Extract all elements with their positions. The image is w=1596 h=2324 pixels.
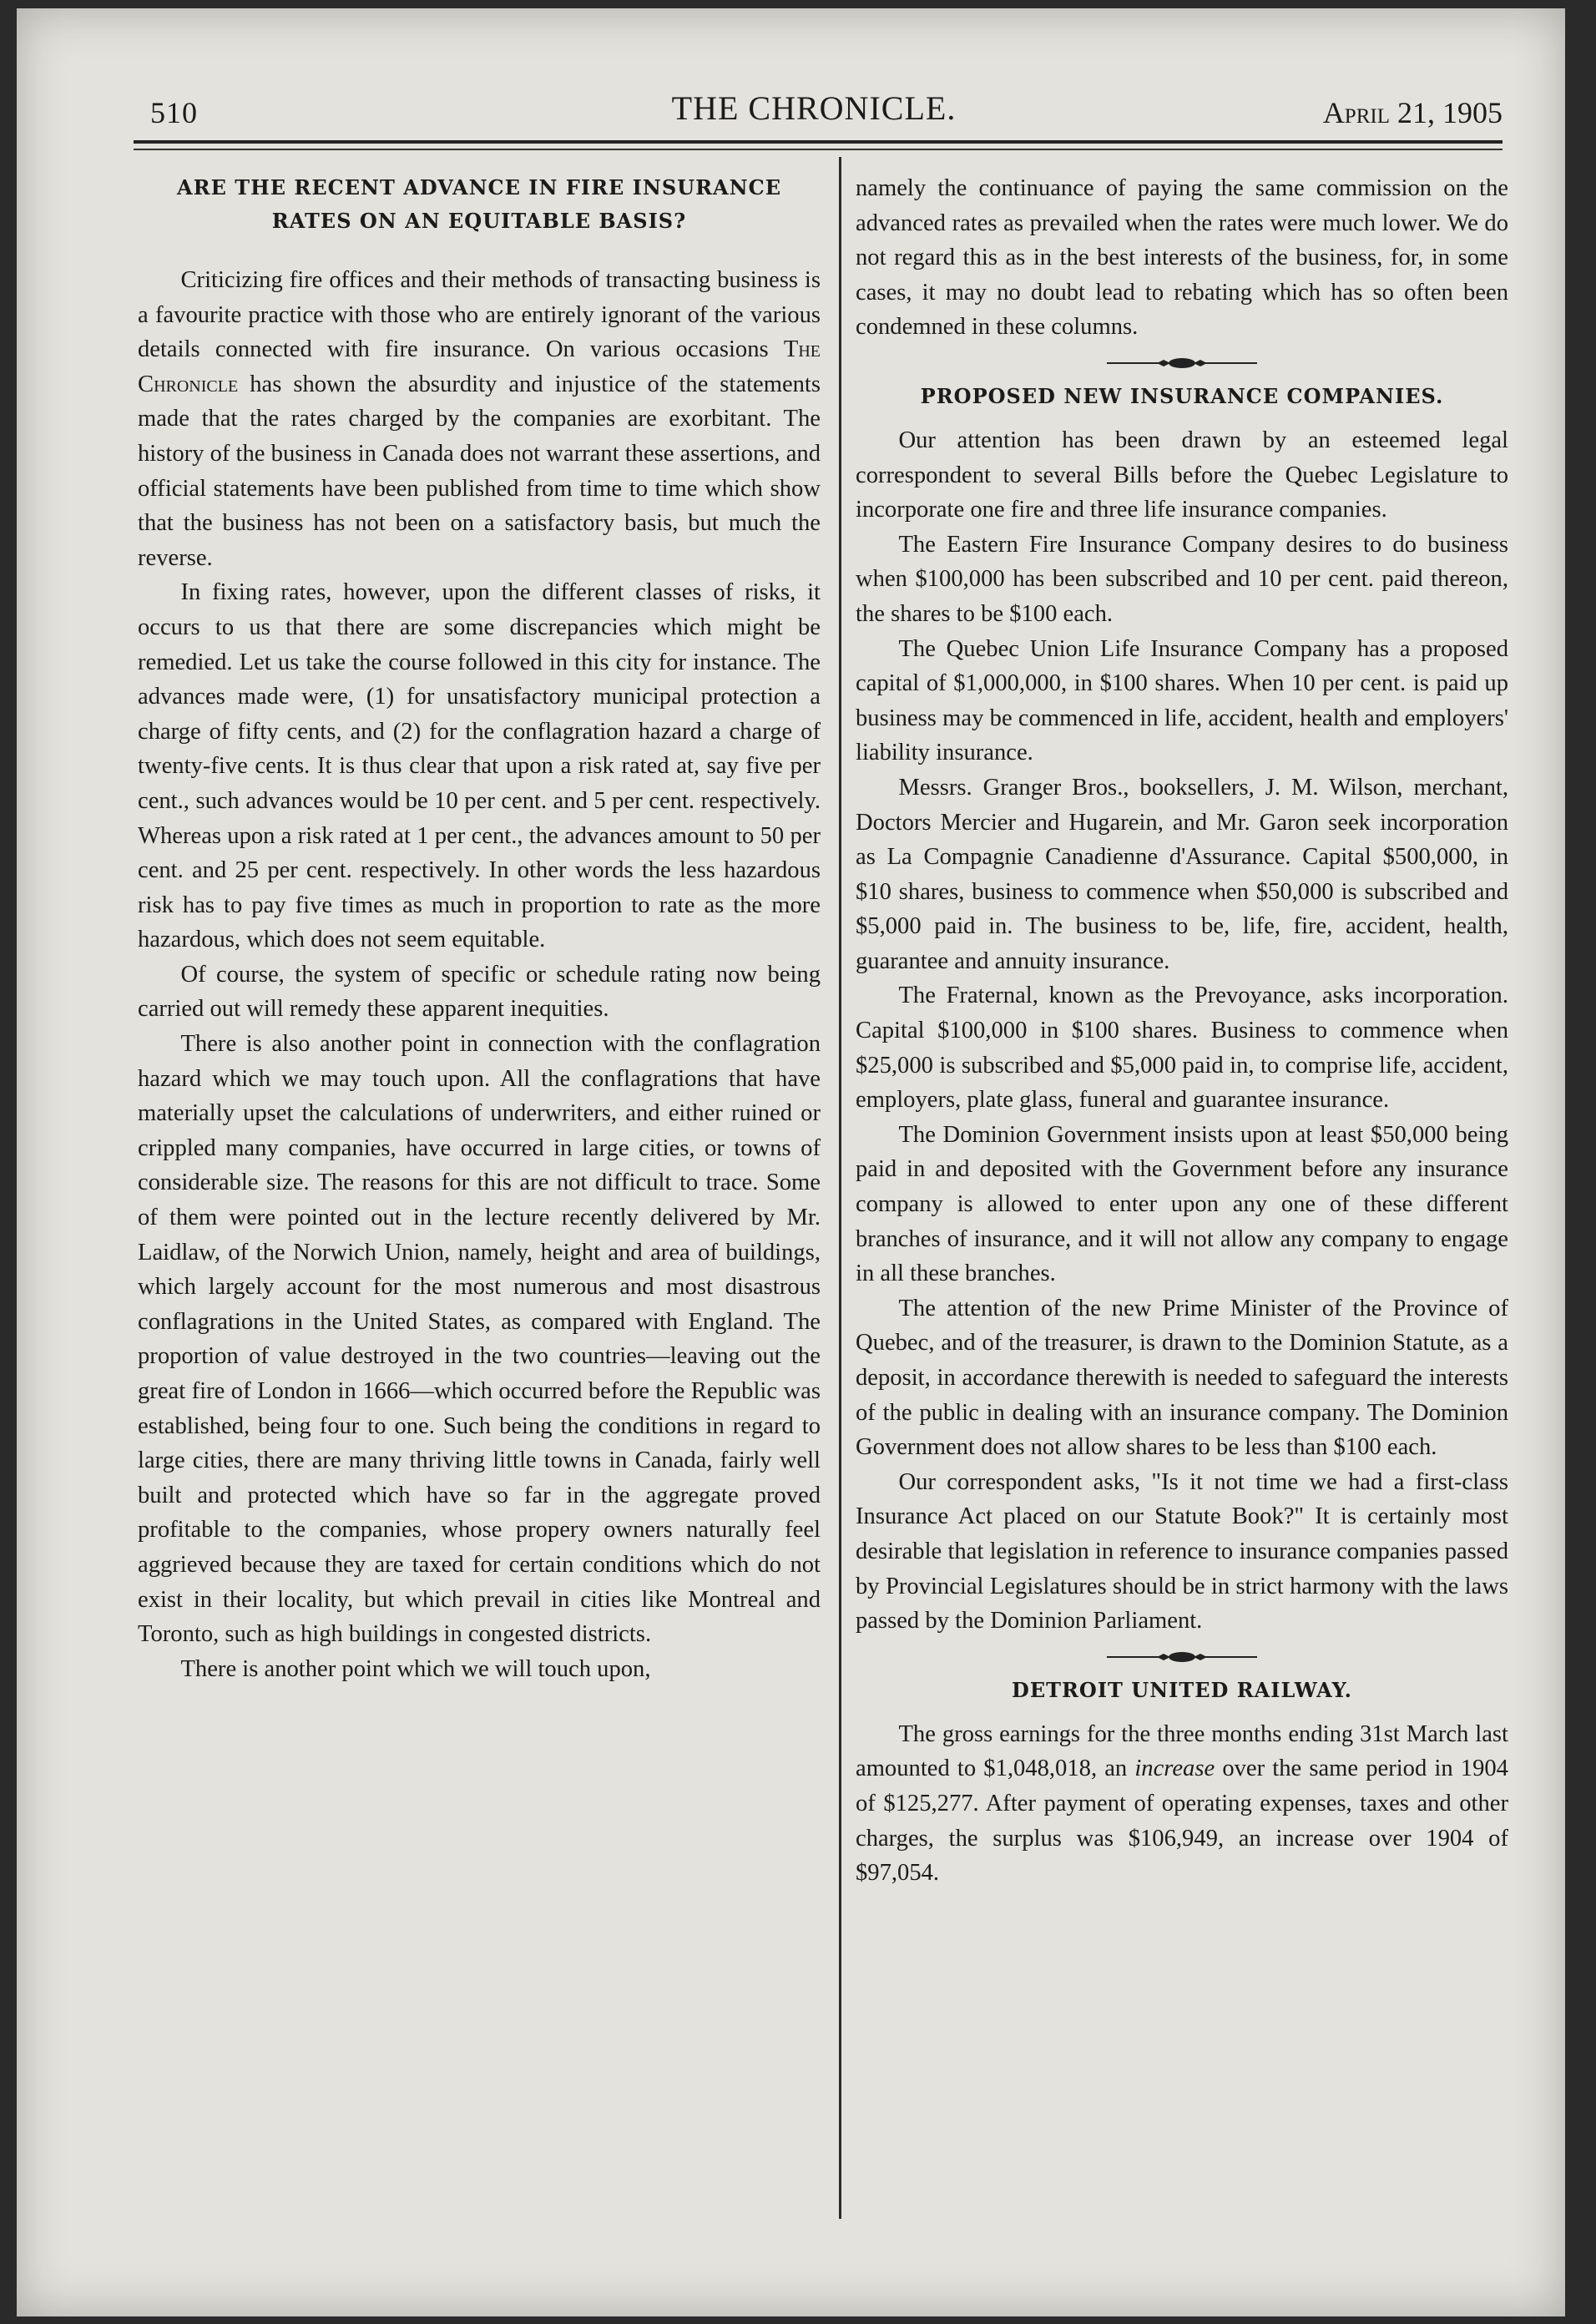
article-heading-fire-rates: ARE THE RECENT ADVANCE IN FIRE INSURANCE RATES ON AN EQUITABLE BASIS?: [177, 175, 781, 233]
page-number: 510: [150, 96, 198, 129]
ornament-divider: [856, 350, 1508, 376]
paragraph: In fixing rates, however, upon the different classes of risks, it occurs to us that there are some discrepancies which might be remedied. Let us take the course followed in this city for instance. The advances made were, (1) for unsatisfactory municipal protection a charge of fifty cents, and (2) for the conflagration hazard a charge of twenty-five cents. It is thus clear that upon a risk rated at, say five per cent., such advances would be 10 per cent. and 5 per cent. respectively. Whereas upon a risk rated at 1 per cent., the advances amount to 50 per cent. and 25 per cent. respectively. In other words the less hazardous risk has to pay five times as much in proportion to rate as the more hazardous, which does not seem equitable.: [138, 579, 821, 953]
paragraph: The attention of the new Prime Minister of the Province of Quebec, and of the treasurer, is drawn to the Dominion Statute, as a deposit, in accordance therewith is needed to safeguard the interests of the public in dealing with an insurance company. The Dominion Government does not allow shares to be less than $100 each.: [856, 1295, 1508, 1461]
paragraph: Our attention has been drawn by an esteemed legal correspondent to several Bills before the Quebec Legislature to incorporate one fire and three life insurance companies.: [856, 427, 1508, 523]
masthead-title: THE CHRONICLE.: [671, 89, 957, 127]
article-heading-new-companies: PROPOSED NEW INSURANCE COMPANIES.: [920, 383, 1444, 408]
issue-date: April 21, 1905: [1322, 96, 1503, 129]
right-column: [856, 171, 1508, 1891]
column-divider: [839, 157, 841, 2219]
chronicle-name: The Chronicle: [138, 336, 821, 397]
ornament-divider: [856, 1644, 1508, 1670]
paragraph: Our correspondent asks, "Is it not time we had a first-class Insurance Act placed on our Statute Book?" It is certainly most desirable that legislation in reference to insurance companies passed by Provincial Legislatures should be in strict harmony with the laws passed by the Dominion Parliament.: [856, 1468, 1508, 1634]
paragraph: Criticizing fire offices and their methods of transacting business is a favourite practice with those who are entirely ignorant of the various details connected with fire insurance. On various occasions The Chronicle has shown the absurdity and injustice of the statements made that the rates charged by the companies are exorbitant. The history of the business in Canada does not warrant these assertions, and official statements have been published from time to time which show that the business has not been on a satisfactory basis, but much the reverse.: [138, 267, 821, 571]
ornament-icon: [1107, 1651, 1257, 1663]
page-header: [125, 83, 1503, 134]
paragraph: The Eastern Fire Insurance Company desires to do business when $100,000 has been subscribed and 10 per cent. paid thereon, the shares to be $100 each.: [856, 531, 1508, 627]
paragraph: The Dominion Government insists upon at least $50,000 being paid in and deposited with the Government before any insurance company is allowed to enter upon any one of these different branches of insurance, and it will not allow any company to engage in all these branches.: [856, 1121, 1508, 1287]
left-column: [138, 171, 821, 1686]
paragraph: Messrs. Granger Bros., booksellers, J. M. Wilson, merchant, Doctors Mercier and Hugarein, and Mr. Garon seek incorporation as La Compagnie Canadienne d'Assurance. Capital $500,000, in $10 shares, business to commence when $50,000 is subscribed and $5,000 paid in. The business to be, life, fire, accident, health, guarantee and annuity insurance.: [856, 774, 1508, 974]
header-rule-thick: [134, 140, 1503, 144]
paragraph: The Quebec Union Life Insurance Company has a proposed capital of $1,000,000, in $100 shares. When 10 per cent. is paid up business may be commenced in life, accident, health and employers' liability insurance.: [856, 635, 1508, 766]
header-rule-thin: [134, 149, 1503, 150]
paragraph: The gross earnings for the three months ending 31st March last amounted to $1,048,018, an increase over the same period in 1904 of $125,277. After payment of operating expenses, taxes and other charges, the surplus was $106,949, an increase over 1904 of $97,054.: [856, 1720, 1508, 1887]
article-heading-detroit-railway: DETROIT UNITED RAILWAY.: [1012, 1677, 1352, 1702]
continuation-paragraph: namely the continuance of paying the same commission on the advanced rates as prevailed when the rates were much lower. We do not regard this as in the best interests of the business, for, in some cases, it may no doubt lead to rebating which has so often been condemned in these columns.: [856, 175, 1508, 341]
italic-word: increase: [1134, 1756, 1215, 1782]
paragraph: There is another point which we will touch upon,: [180, 1655, 651, 1682]
paragraph: There is also another point in connection with the conflagration hazard which we may touch upon. All the conflagrations that have materially upset the calculations of underwriters, and either ruined or crippled many companies, have occurred in large cities, or towns of considerable size. The reasons for this are not difficult to trace. Some of them were pointed out in the lecture recently delivered by Mr. Laidlaw, of the Norwich Union, namely, height and area of buildings, which largely account for the most numerous and most disastrous conflagrations in the United States, as compared with England. The proportion of value destroyed in the two countries—leaving out the great fire of London in 1666—which occurred before the Republic was established, being four to one. Such being the conditions in regard to large cities, there are many thriving little towns in Canada, fairly well built and protected which have so far in the aggregate proved profitable to the companies, whose propery owners naturally feel aggrieved because they are taxed for certain conditions which do not exist in their locality, but which prevail in cities like Montreal and Toronto, such as high buildings in congested districts.: [138, 1031, 821, 1648]
paragraph: The Fraternal, known as the Prevoyance, asks incorporation. Capital $100,000 in $100 shares. Business to commence when $25,000 is subscribed and $5,000 paid in, to comprise life, accident, employers, plate glass, funeral and guarantee insurance.: [856, 983, 1508, 1114]
ornament-icon: [1107, 357, 1257, 369]
newspaper-page: [17, 8, 1565, 2316]
paragraph: Of course, the system of specific or schedule rating now being carried out will remedy these apparent inequities.: [138, 961, 821, 1023]
